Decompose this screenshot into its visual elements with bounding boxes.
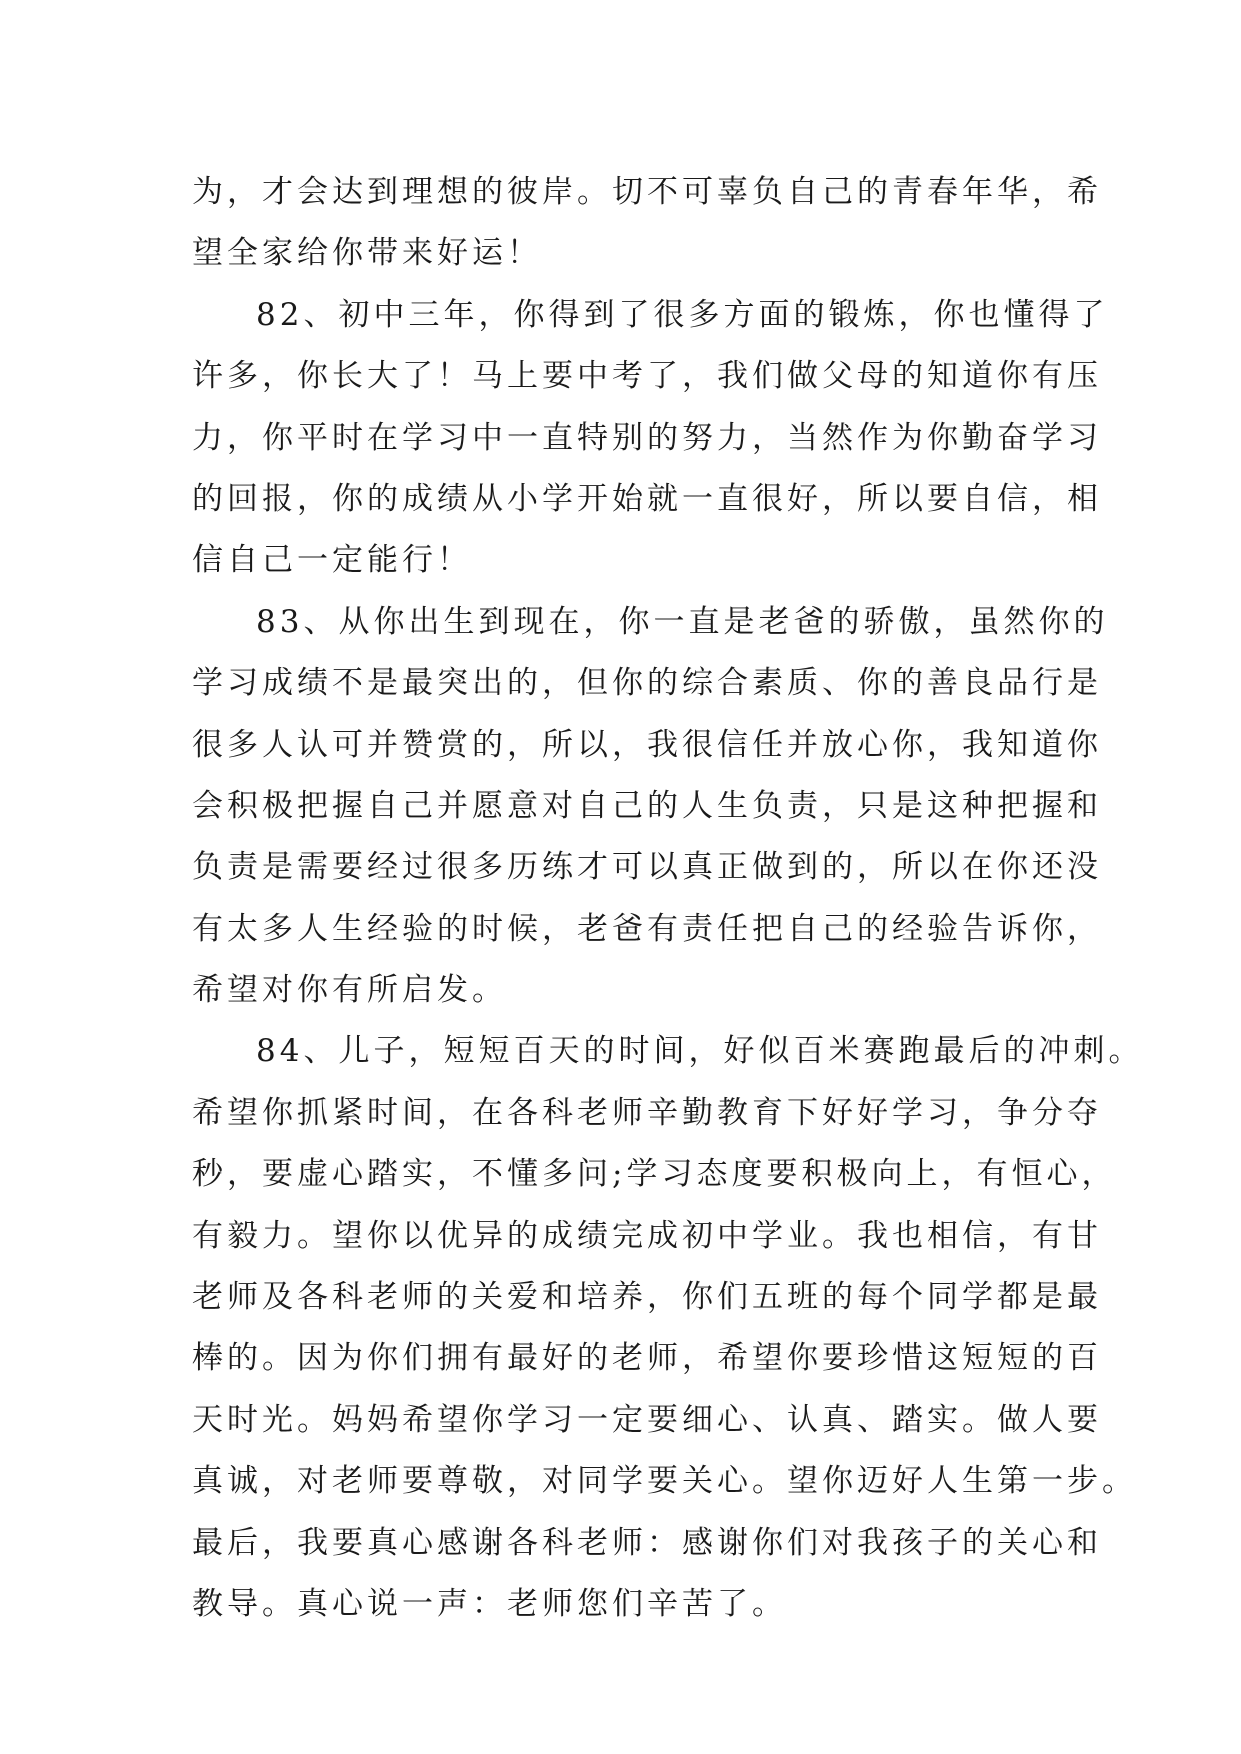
text-line: 信自己一定能行！ (192, 542, 472, 579)
text-line: 力，你平时在学习中一直特别的努力，当然作为你勤奋学习 (192, 419, 1102, 456)
text-line: 秒，要虚心踏实，不懂多问;学习态度要积极向上，有恒心， (192, 1156, 1117, 1193)
text-line: 老师及各科老师的关爱和培养，你们五班的每个同学都是最 (192, 1279, 1102, 1316)
text-line: 许多，你长大了！马上要中考了，我们做父母的知道你有压 (192, 358, 1102, 395)
text-line: 的回报，你的成绩从小学开始就一直很好，所以要自信，相 (192, 480, 1102, 517)
text-line: 有毅力。望你以优异的成绩完成初中学业。我也相信，有甘 (192, 1217, 1102, 1254)
text-line: 会积极把握自己并愿意对自己的人生负责，只是这种把握和 (192, 787, 1102, 824)
text-line: 有太多人生经验的时候，老爸有责任把自己的经验告诉你， (192, 910, 1102, 947)
text-line: 学习成绩不是最突出的，但你的综合素质、你的善良品行是 (192, 665, 1102, 702)
text-line: 负责是需要经过很多历练才可以真正做到的，所以在你还没 (192, 849, 1102, 886)
text-line: 棒的。因为你们拥有最好的老师，希望你要珍惜这短短的百 (192, 1340, 1102, 1377)
document-body (192, 162, 1144, 1635)
text-line: 望全家给你带来好运！ (192, 235, 542, 272)
paragraph-first-line: 84、儿子，短短百天的时间，好似百米赛跑最后的冲刺。 (256, 1033, 1144, 1070)
text-line: 最后，我要真心感谢各科老师：感谢你们对我孩子的关心和 (192, 1524, 1102, 1561)
text-line: 为，才会达到理想的彼岸。切不可辜负自己的青春年华，希 (192, 174, 1102, 210)
paragraph-first-line: 82、初中三年，你得到了很多方面的锻炼，你也懂得了 (256, 296, 1109, 333)
text-line: 真诚，对老师要尊敬，对同学要关心。望你迈好人生第一步。 (192, 1463, 1137, 1500)
text-line: 天时光。妈妈希望你学习一定要细心、认真、踏实。做人要 (192, 1401, 1102, 1438)
text-line: 很多人认可并赞赏的，所以，我很信任并放心你，我知道你 (192, 726, 1102, 763)
text-line: 希望你抓紧时间，在各科老师辛勤教育下好好学习，争分夺 (192, 1094, 1102, 1131)
text-line: 希望对你有所启发。 (192, 972, 507, 1009)
paragraph-first-line: 83、从你出生到现在，你一直是老爸的骄傲，虽然你的 (256, 603, 1109, 640)
text-line: 教导。真心说一声：老师您们辛苦了。 (192, 1585, 787, 1622)
